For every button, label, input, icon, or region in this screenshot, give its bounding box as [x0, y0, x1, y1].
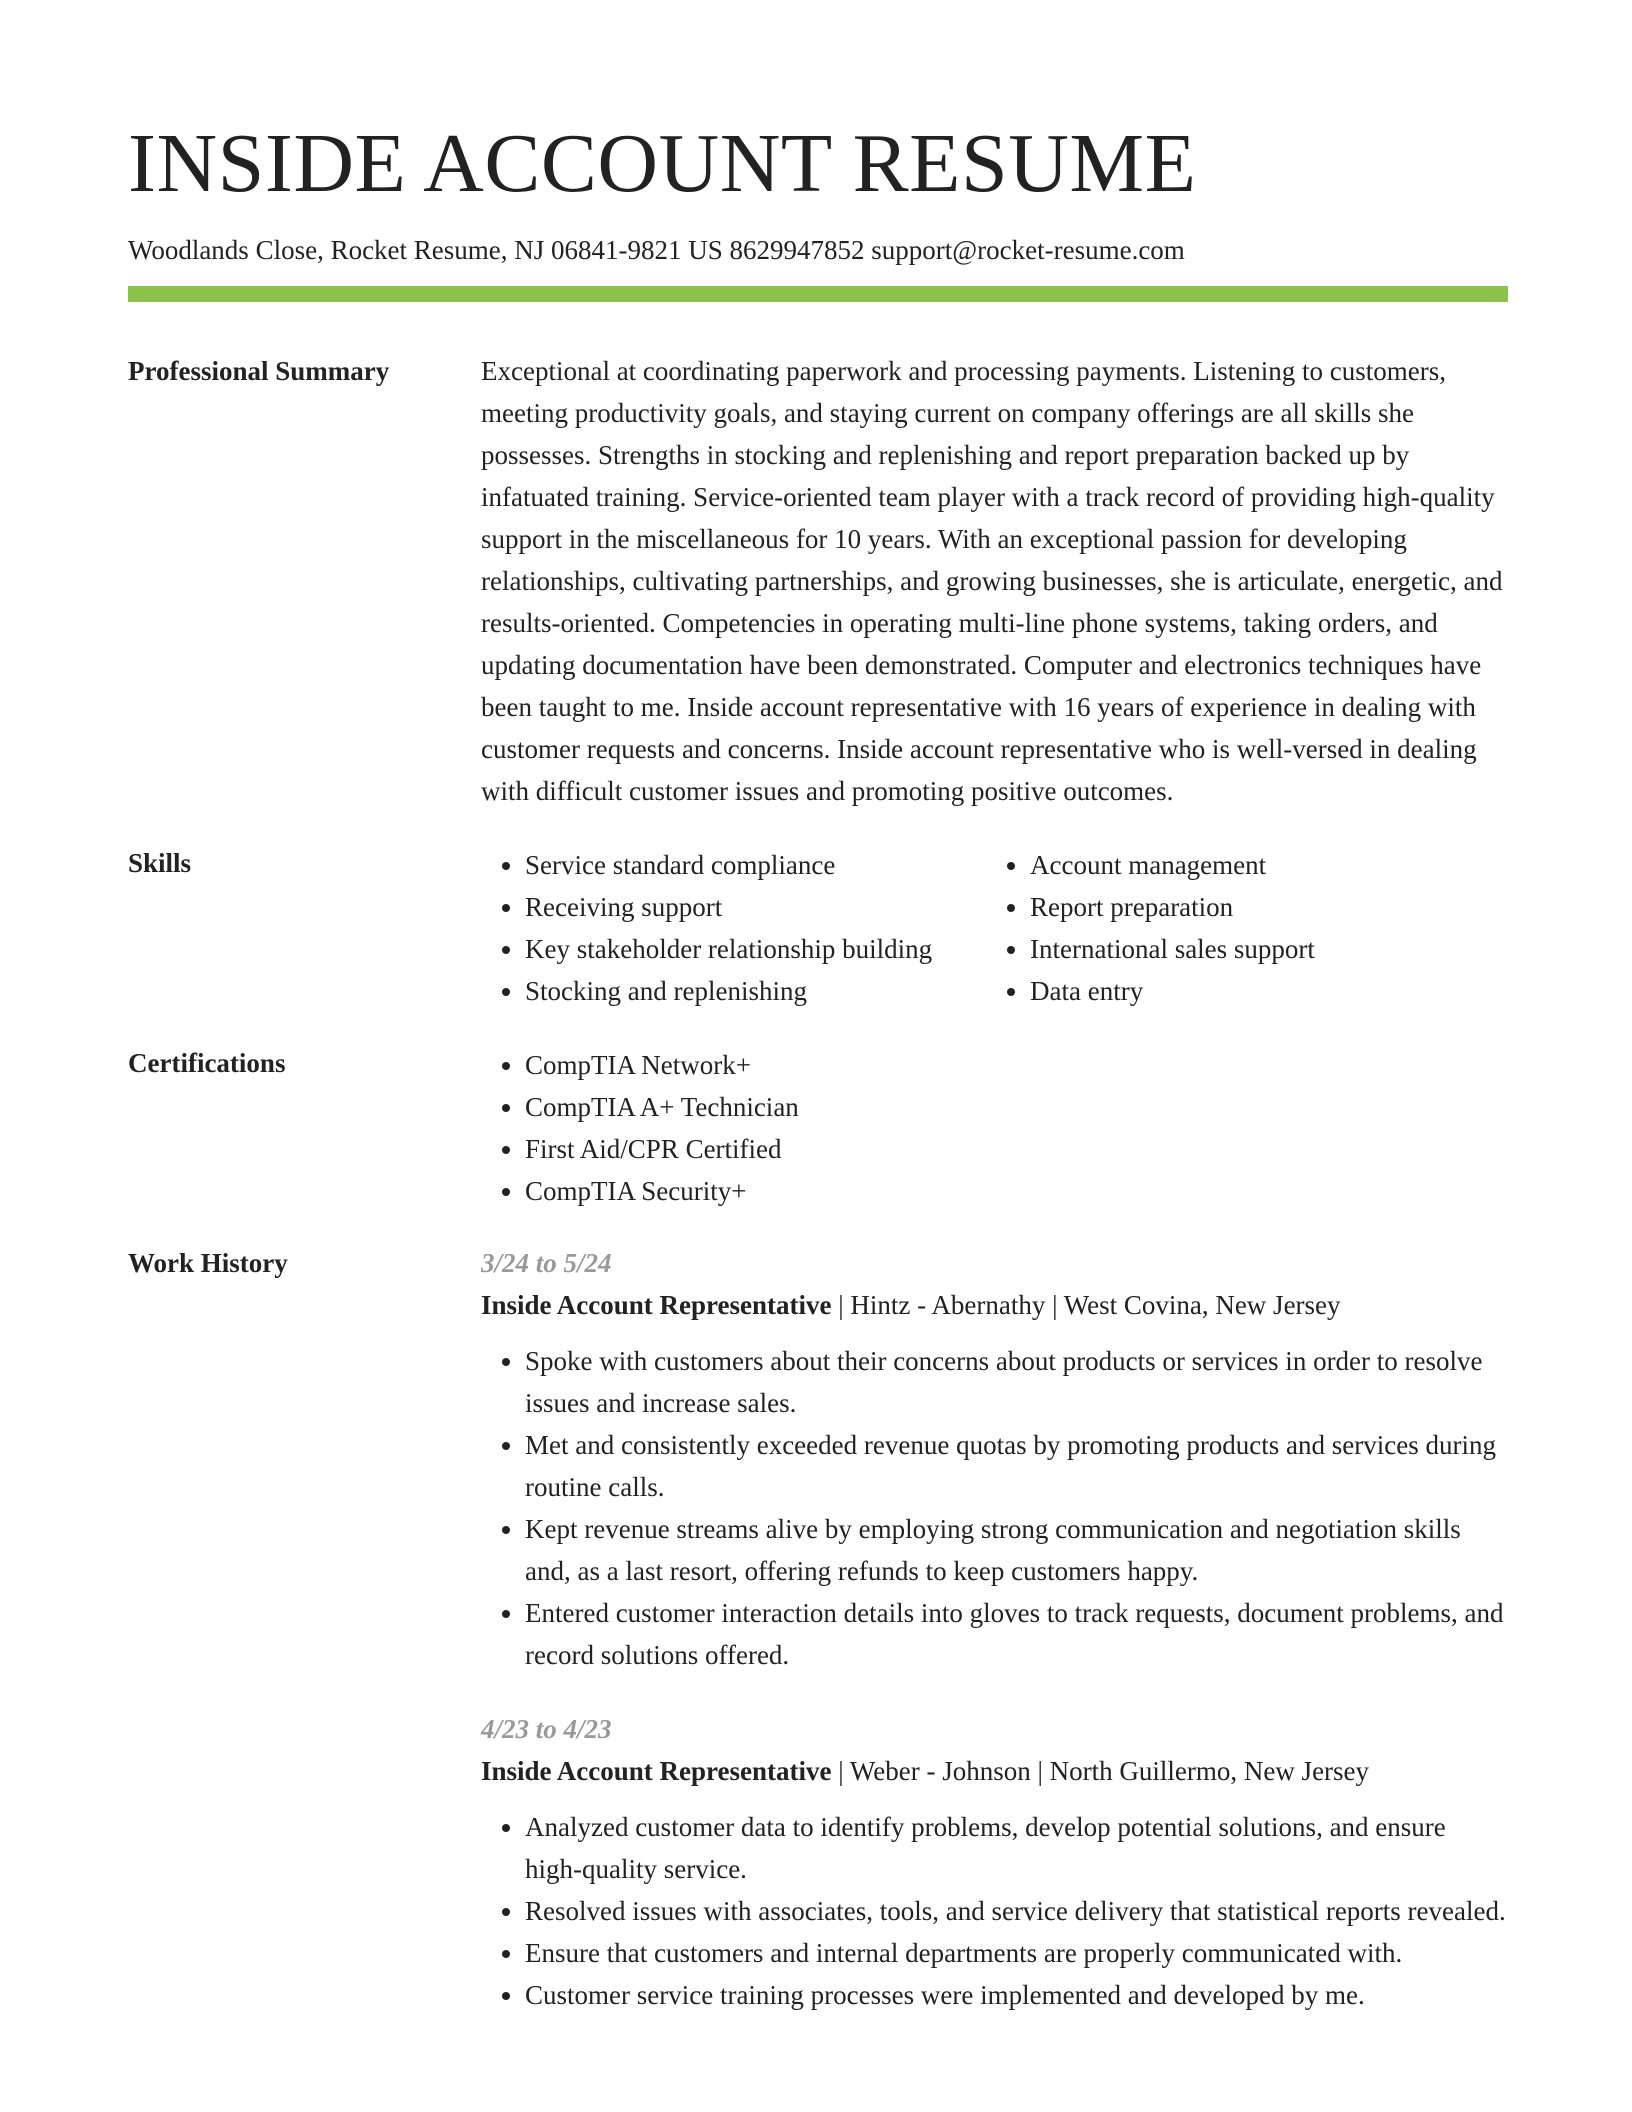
job-bullet: • Entered customer interaction details into gloves to track requests, document problems, and record solutions offered.	[525, 1592, 1508, 1676]
work-history-section	[128, 1244, 1508, 2050]
section-title-certifications: Certifications	[128, 1048, 286, 1078]
job-title: Inside Account Representative	[481, 1290, 832, 1320]
job-entry	[481, 1242, 1508, 1676]
job-bullet: • Spoke with customers about their concerns about products or services in order to resolve issues and increase sales.	[525, 1340, 1508, 1424]
job-entry	[481, 1708, 1508, 2016]
certifications-list	[481, 1044, 1508, 1212]
skill-item: • Data entry	[1030, 970, 1491, 1012]
work-history-body	[481, 1244, 1508, 2050]
job-title: Inside Account Representative	[481, 1756, 832, 1786]
resume-sections	[128, 352, 1508, 2082]
skill-item: • Receiving support	[525, 886, 986, 928]
job-heading	[481, 1284, 1508, 1326]
summary-body	[481, 352, 1508, 812]
skill-item: • Key stakeholder relationship building	[525, 928, 986, 970]
job-details: | Weber - Johnson | North Guillermo, New Jersey	[831, 1756, 1370, 1786]
skills-column-right	[986, 844, 1491, 1012]
job-dates: 3/24 to 5/24	[481, 1248, 612, 1278]
skills-column-left	[481, 844, 986, 1012]
resume-title: INSIDE ACCOUNT RESUME	[128, 117, 1197, 210]
job-bullet: • Ensure that customers and internal departments are properly communicated with.	[525, 1932, 1508, 1974]
section-title-work-history: Work History	[128, 1248, 288, 1278]
certification-item: • CompTIA Security+	[525, 1170, 1508, 1212]
skills-list-left	[481, 844, 986, 1012]
skills-section	[128, 844, 1508, 1012]
header-divider	[128, 286, 1508, 302]
job-bullet: • Resolved issues with associates, tools, and service delivery that statistical reports revealed.	[525, 1890, 1508, 1932]
job-bullet: • Met and consistently exceeded revenue quotas by promoting products and services during routine calls.	[525, 1424, 1508, 1508]
summary-text: Exceptional at coordinating paperwork and processing payments. Listening to customers, meeting productivity goals, and staying current on company offerings are all skills she possesses. Strengths in stocking and replenishing and report preparation backed up by infatuated training. Service-oriented team player with a track record of providing high-quality support in the miscellaneous for 10 years. With an exceptional passion for developing relationships, cultivating partnerships, and growing businesses, she is articulate, energetic, and results-oriented. Competencies in operating multi-line phone systems, taking orders, and updating documentation have been demonstrated. Computer and electronics techniques have been taught to me. Inside account representative with 16 years of experience in dealing with customer requests and concerns. Inside account representative who is well-versed in dealing with difficult customer issues and promoting positive outcomes.	[481, 356, 1503, 806]
summary-section	[128, 352, 1508, 812]
certifications-section	[128, 1044, 1508, 1212]
job-bullet: • Analyzed customer data to identify problems, develop potential solutions, and ensure high-quality service.	[525, 1806, 1508, 1890]
job-dates: 4/23 to 4/23	[481, 1714, 612, 1744]
job-heading	[481, 1750, 1508, 1792]
skill-item: • International sales support	[1030, 928, 1491, 970]
job-details: | Hintz - Abernathy | West Covina, New Jersey	[831, 1290, 1341, 1320]
skill-item: • Account management	[1030, 844, 1491, 886]
job-bullets	[481, 1340, 1508, 1676]
certification-item: • CompTIA A+ Technician	[525, 1086, 1508, 1128]
skills-list-right	[986, 844, 1491, 1012]
skill-item: • Report preparation	[1030, 886, 1491, 928]
certifications-body	[481, 1044, 1508, 1212]
job-bullet: • Kept revenue streams alive by employing strong communication and negotiation skills and, as a last resort, offering refunds to keep customers happy.	[525, 1508, 1508, 1592]
skill-item: • Service standard compliance	[525, 844, 986, 886]
section-title-summary: Professional Summary	[128, 356, 390, 386]
job-bullets	[481, 1806, 1508, 2016]
skills-body	[481, 844, 1508, 1012]
contact-line: Woodlands Close, Rocket Resume, NJ 06841-9821 US 8629947852 support@rocket-resume.com	[128, 235, 1185, 265]
certification-item: • First Aid/CPR Certified	[525, 1128, 1508, 1170]
section-title-skills: Skills	[128, 848, 192, 878]
skill-item: • Stocking and replenishing	[525, 970, 986, 1012]
certification-item: • CompTIA Network+	[525, 1044, 1508, 1086]
job-bullet: • Customer service training processes were implemented and developed by me.	[525, 1974, 1508, 2016]
